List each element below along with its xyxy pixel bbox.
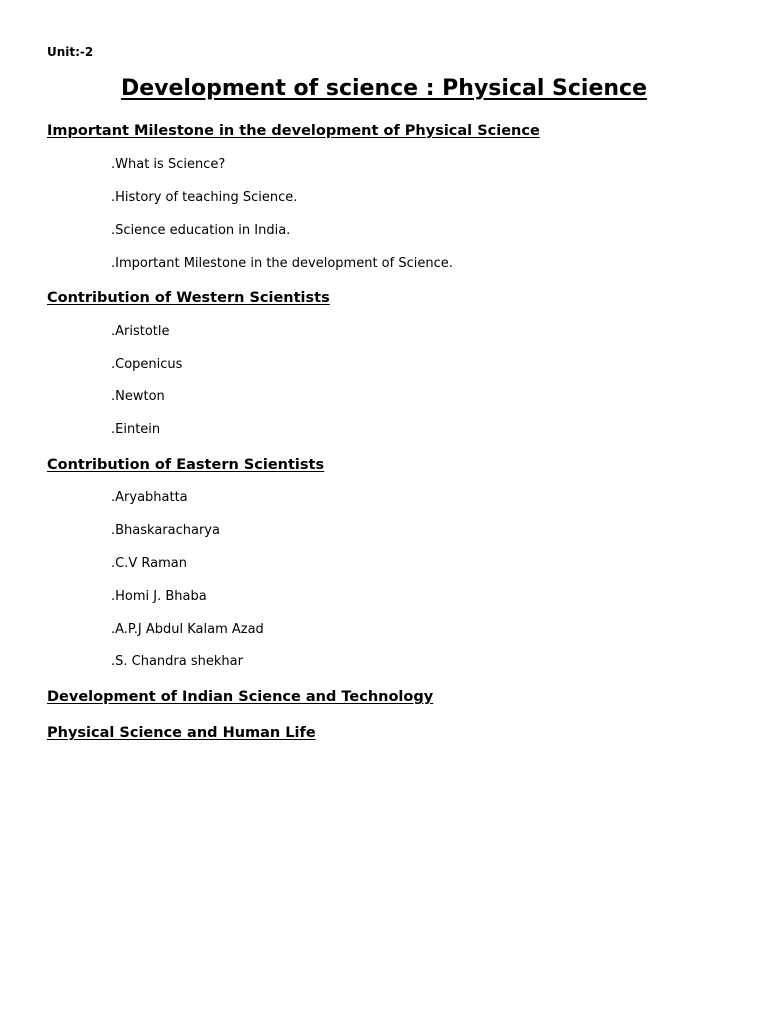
list-item: .S. Chandra shekhar [111,654,243,669]
page-title-text: Development of science : Physical Science [120,76,648,101]
page-title [0,74,768,104]
section-heading-western-scientists: Contribution of Western Scientists [47,290,330,306]
list-item: .What is Science? [111,157,226,172]
list-item: .Science education in India. [111,223,291,238]
unit-label: Unit:-2 [47,45,94,59]
list-item: .C.V Raman [111,556,187,571]
list-item: .Copenicus [111,357,183,372]
list-item: .Aristotle [111,324,170,339]
list-item: .Important Milestone in the development of Science. [111,256,453,271]
list-item: .A.P.J Abdul Kalam Azad [111,622,264,637]
list-item: .History of teaching Science. [111,190,298,205]
section-heading-human-life: Physical Science and Human Life [47,725,316,741]
section-heading-eastern-scientists: Contribution of Eastern Scientists [47,457,325,473]
list-item: .Bhaskaracharya [111,523,220,538]
section-heading-milestones: Important Milestone in the development of Physical Science [47,123,540,139]
list-item: .Eintein [111,422,161,437]
list-item: .Aryabhatta [111,490,188,505]
list-item: .Newton [111,389,165,404]
list-item: .Homi J. Bhaba [111,589,207,604]
section-heading-indian-science: Development of Indian Science and Technology [47,689,434,705]
